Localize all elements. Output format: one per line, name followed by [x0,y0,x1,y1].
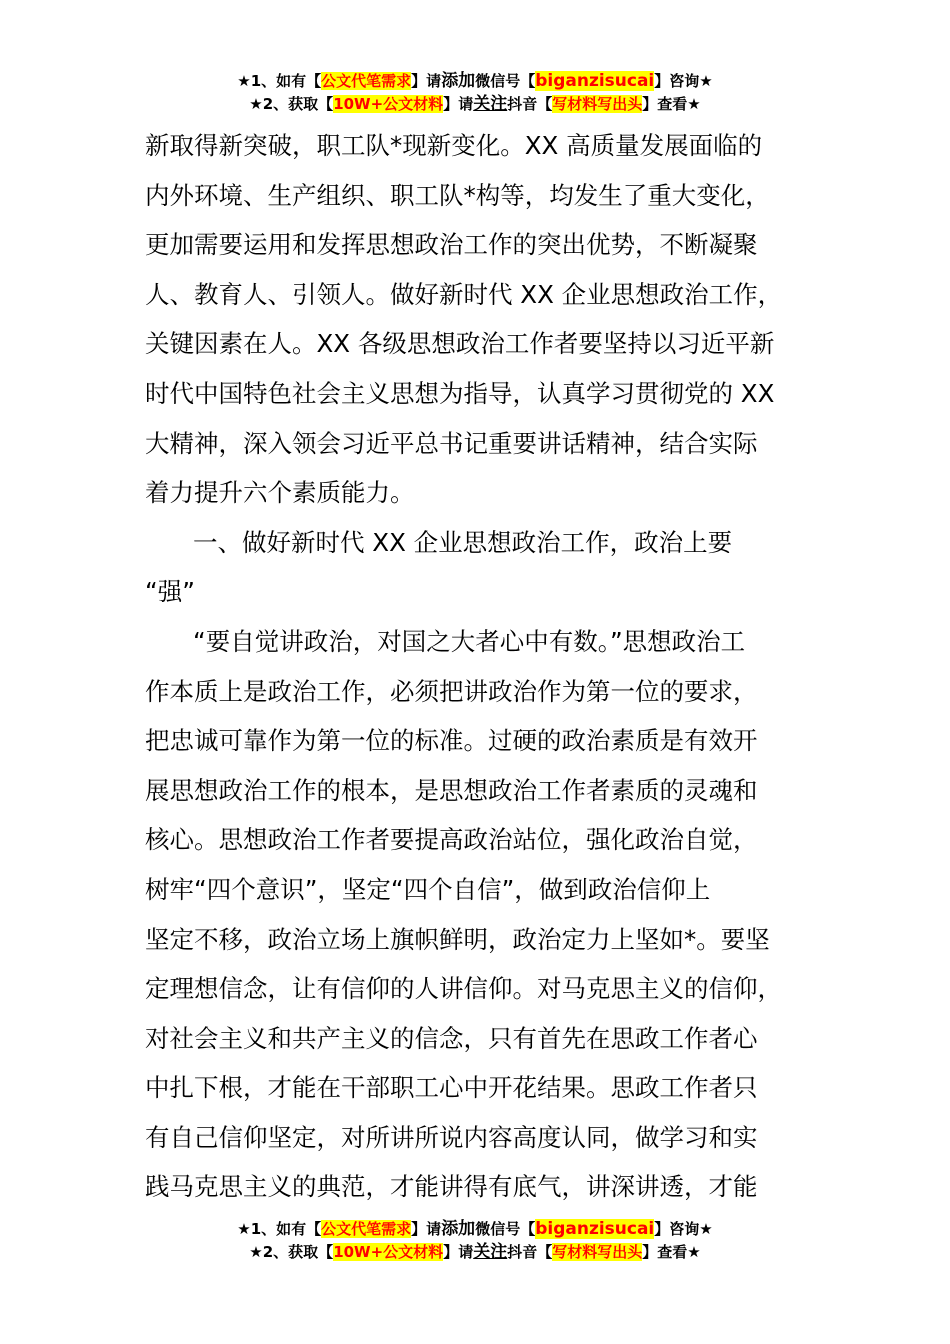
body-line: 践马克思主义的典范，才能讲得有底气，讲深讲透，才能 [145,1172,758,1202]
body-line: 把忠诚可靠作为第一位的标准。过硬的政治素质是有效开 [145,726,758,756]
highlight-douyin: 写材料写出头 [552,1243,643,1261]
body-line: 树牢“四个意识”，坚定“四个自信”，做到政治信仰上 [145,874,711,904]
highlight-materials: 10W+公文材料 [333,95,444,113]
body-line: 着力提升六个素质能力。 [145,478,415,508]
body-line: 对社会主义和共产主义的信念，只有首先在思政工作者心 [145,1023,758,1053]
banner-line-1: ★1、如有【公文代笔需求】请添加微信号【biganzisucai】咨询★ [237,71,713,91]
body-line: 更加需要运用和发挥思想政治工作的突出优势，不断凝聚 [145,230,758,260]
body-line: 时代中国特色社会主义思想为指导，认真学习贯彻党的 XX [145,378,775,408]
highlight-materials: 10W+公文材料 [333,1243,444,1261]
body-line: 人、教育人、引领人。做好新时代 XX 企业思想政治工作， [145,279,783,309]
highlight-douyin: 写材料写出头 [552,95,643,113]
highlight-wechat-id: biganzisucai [535,71,655,91]
body-line: 定理想信念，让有信仰的人讲信仰。对马克思主义的信仰， [145,974,782,1004]
banner-line-1: ★1、如有【公文代笔需求】请添加微信号【biganzisucai】咨询★ [237,1219,713,1239]
body-line: 大精神，深入领会习近平总书记重要讲话精神，结合实际 [145,428,758,458]
body-line: 坚定不移，政治立场上旗帜鲜明，政治定力上坚如*。要坚 [145,924,770,954]
body-line: 有自己信仰坚定，对所讲所说内容高度认同，做学习和实 [145,1122,758,1152]
footer-banner [0,1218,950,1264]
body-line: 中扎下根，才能在干部职工心中开花结果。思政工作者只 [145,1073,758,1103]
body-line: 新取得新突破，职工队*现新变化。XX 高质量发展面临的 [145,131,763,160]
header-banner [0,70,950,116]
banner-line-2: ★2、获取【10W+公文材料】请关注抖音【写材料写出头】查看★ [249,1242,701,1262]
body-line: 展思想政治工作的根本，是思想政治工作者素质的灵魂和 [145,775,758,805]
section-heading-continued: “强” [145,577,195,607]
banner-line-2: ★2、获取【10W+公文材料】请关注抖音【写材料写出头】查看★ [249,94,701,114]
highlight-wechat-id: biganzisucai [535,1219,655,1239]
highlight-service: 公文代笔需求 [321,72,412,90]
highlight-service: 公文代笔需求 [321,1220,412,1238]
body-line: 核心。思想政治工作者要提高政治站位，强化政治自觉， [145,825,758,855]
document-body [145,121,810,1212]
body-line: 作本质上是政治工作，必须把讲政治作为第一位的要求， [145,676,758,706]
section-heading: 一、做好新时代 XX 企业思想政治工作，政治上要 [193,527,733,557]
body-line: “要自觉讲政治，对国之大者心中有数。”思想政治工 [193,626,746,656]
body-line: 内外环境、生产组织、职工队*构等，均发生了重大变化， [145,180,770,210]
body-line: 关键因素在人。XX 各级思想政治工作者要坚持以习近平新 [145,329,775,359]
